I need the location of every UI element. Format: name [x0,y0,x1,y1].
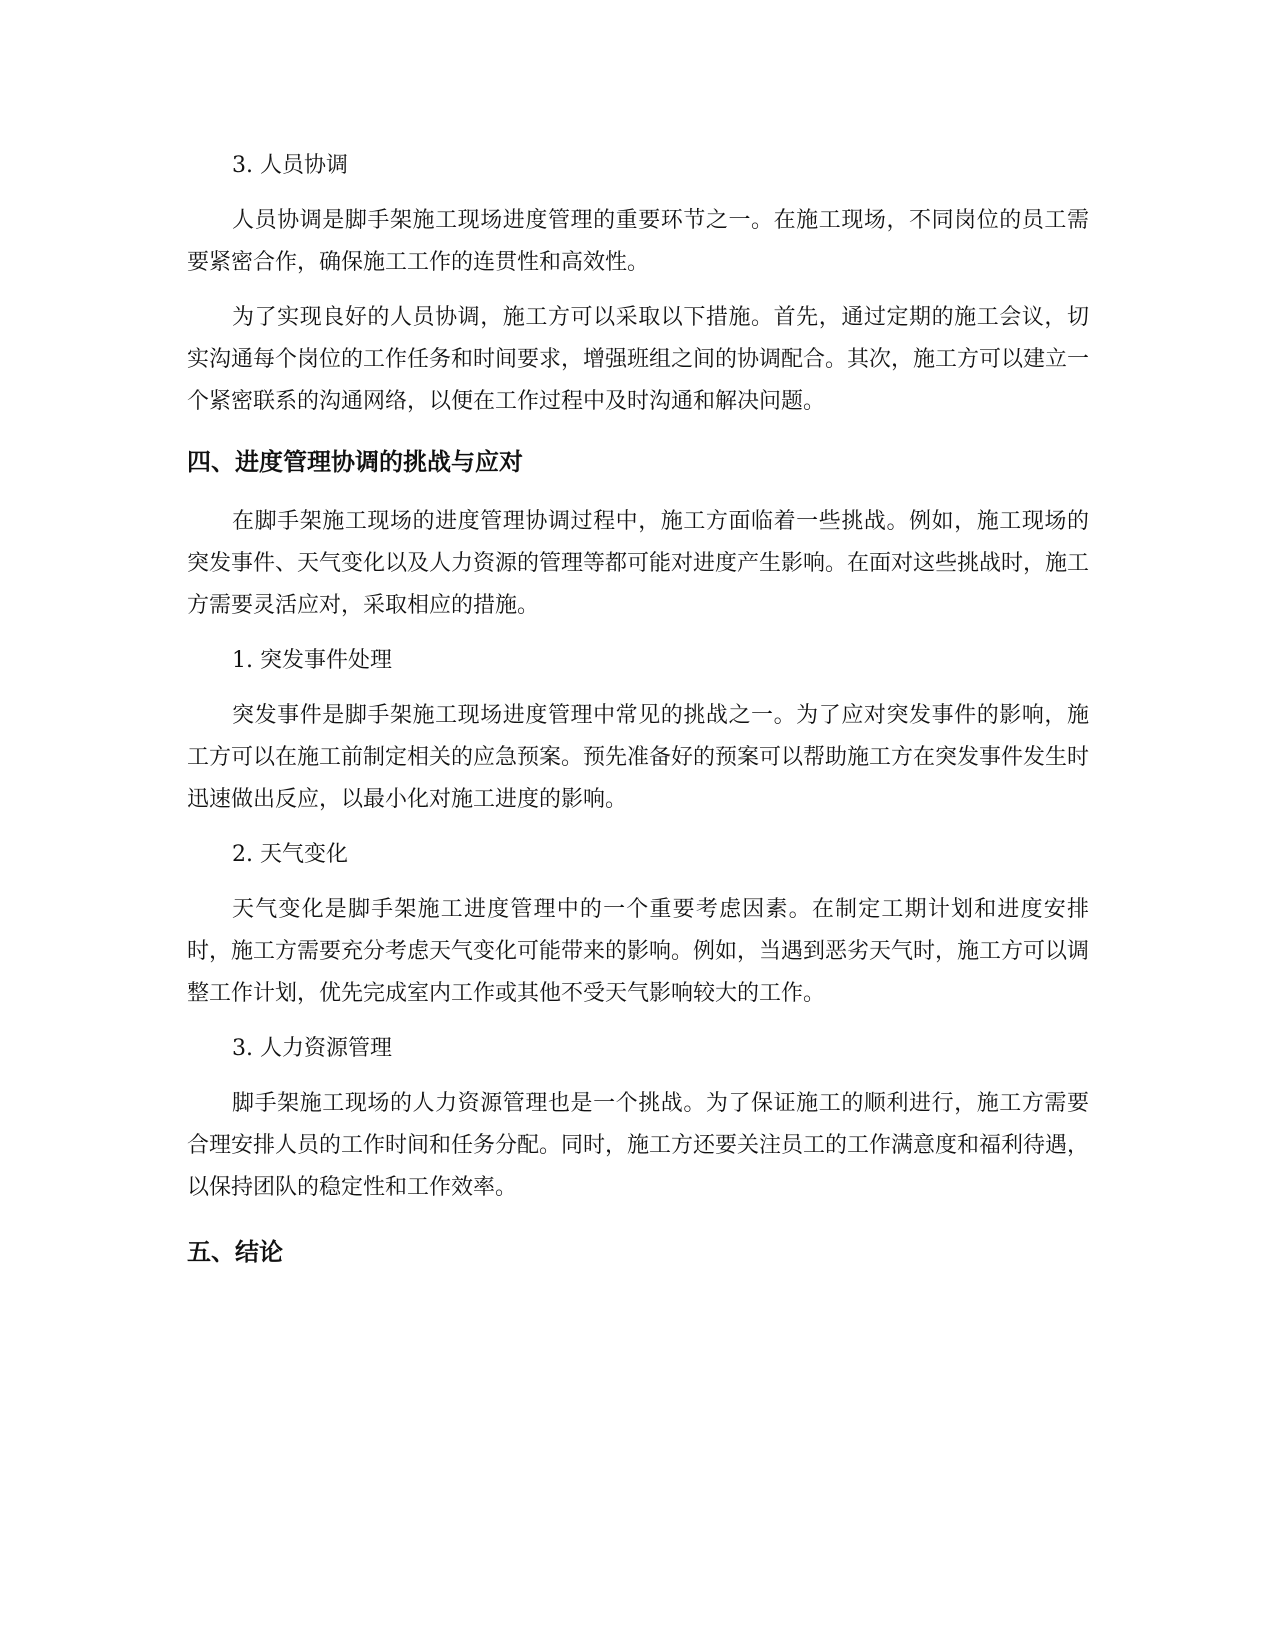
personnel-coordination-paragraph-1: 人员协调是脚手架施工现场进度管理的重要环节之一。在施工现场，不同岗位的员工需要紧密合作，确保施工工作的连贯性和高效性。 [187,208,1089,275]
human-resources-label: 3. 人力资源管理 [232,1036,392,1061]
section-heading-challenges: 四、进度管理协调的挑战与应对 [187,448,523,476]
weather-change-paragraph: 天气变化是脚手架施工进度管理中的一个重要考虑因素。在制定工期计划和进度安排时，施工方需要充分考虑天气变化可能带来的影响。例如，当遇到恶劣天气时，施工方可以调整工作计划，优先完成室内工作或其他不受天气影响较大的工作。 [187,897,1090,1006]
emergency-handling-label: 1. 突发事件处理 [232,648,392,673]
challenges-intro-paragraph: 在脚手架施工现场的进度管理协调过程中，施工方面临着一些挑战。例如，施工现场的突发事件、天气变化以及人力资源的管理等都可能对进度产生影响。在面对这些挑战时，施工方需要灵活应对，采取相应的措施。 [187,509,1090,618]
personnel-coordination-label: 3. 人员协调 [232,153,348,178]
section-heading-conclusion: 五、结论 [187,1238,283,1266]
personnel-coordination-paragraph-2: 为了实现良好的人员协调，施工方可以采取以下措施。首先，通过定期的施工会议，切实沟通每个岗位的工作任务和时间要求，增强班组之间的协调配合。其次，施工方可以建立一个紧密联系的沟通网络，以便在工作过程中及时沟通和解决问题。 [187,305,1090,414]
weather-change-label: 2. 天气变化 [232,842,348,867]
human-resources-paragraph: 脚手架施工现场的人力资源管理也是一个挑战。为了保证施工的顺利进行，施工方需要合理安排人员的工作时间和任务分配。同时，施工方还要关注员工的工作满意度和福利待遇，以保持团队的稳定性和工作效率。 [187,1091,1090,1200]
emergency-handling-paragraph: 突发事件是脚手架施工现场进度管理中常见的挑战之一。为了应对突发事件的影响，施工方可以在施工前制定相关的应急预案。预先准备好的预案可以帮助施工方在突发事件发生时迅速做出反应，以最小化对施工进度的影响。 [187,703,1090,812]
document-body [187,145,1089,1273]
